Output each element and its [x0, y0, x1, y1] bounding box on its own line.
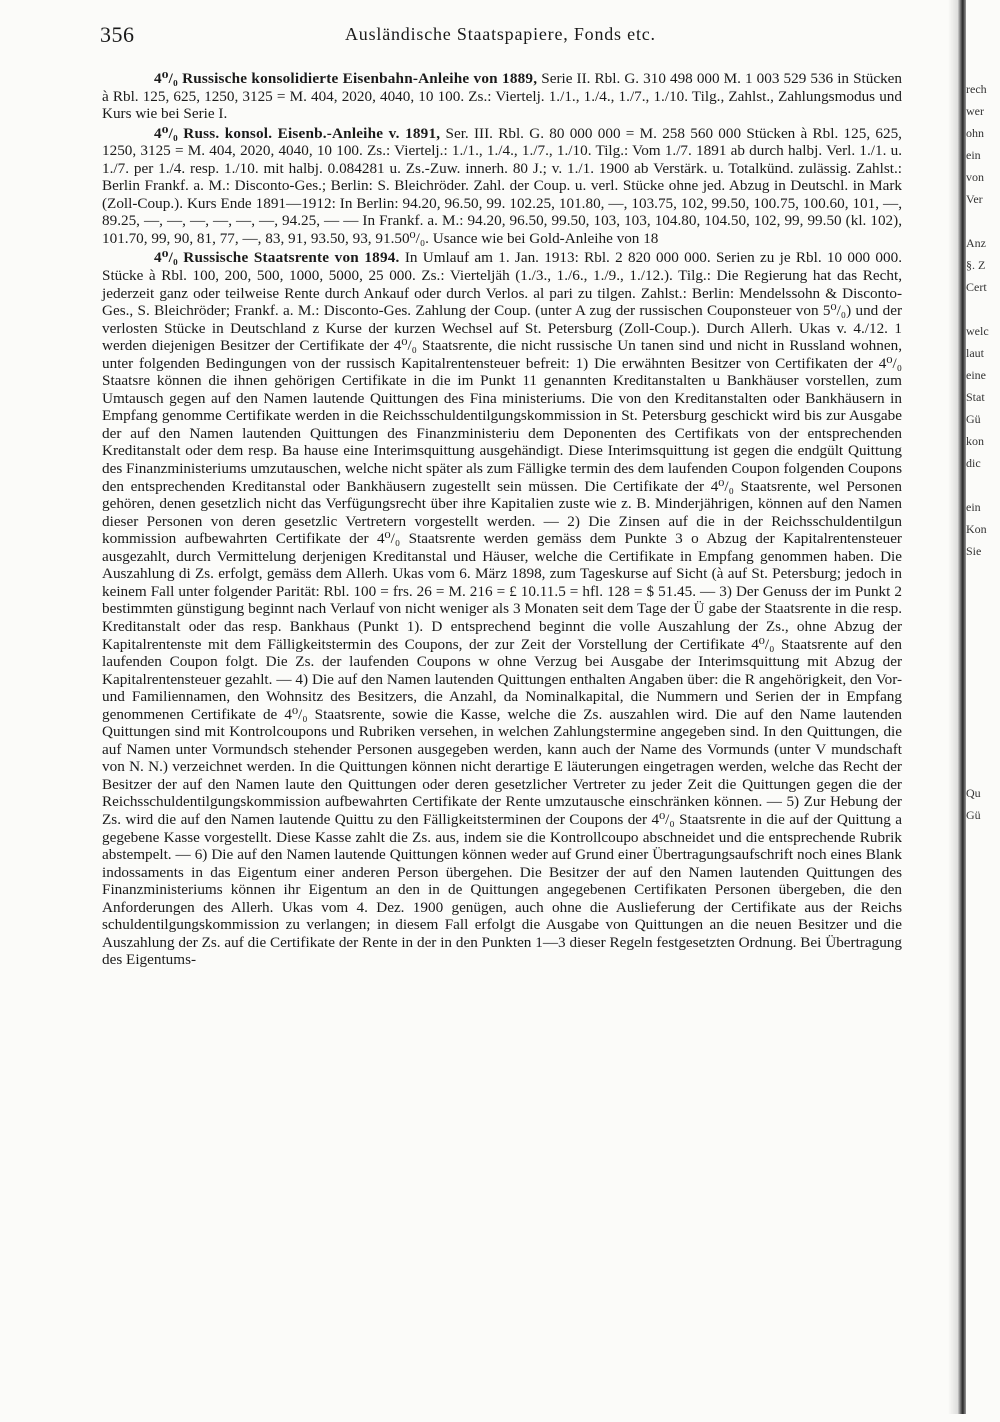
edge-fragment: Anz [966, 236, 986, 250]
page-header [100, 22, 900, 52]
text-column [102, 70, 902, 971]
edge-fragment: kon [966, 434, 984, 448]
edge-fragment: Kon [966, 522, 987, 536]
edge-fragment [966, 674, 1000, 696]
edge-fragment [966, 960, 1000, 982]
edge-fragment: Stat [966, 390, 985, 404]
edge-fragment [966, 828, 1000, 850]
edge-fragment [966, 300, 1000, 322]
edge-fragment: laut [966, 346, 984, 360]
edge-fragment: rech [966, 82, 987, 96]
edge-fragment: Ver [966, 192, 983, 206]
edge-fragment: Qu [966, 786, 981, 800]
edge-fragment [966, 916, 1000, 938]
edge-fragment [966, 1246, 1000, 1268]
edge-fragment [966, 762, 1000, 784]
edge-fragment [966, 894, 1000, 916]
edge-fragment [966, 1378, 1000, 1400]
edge-fragment: Gü [966, 412, 981, 426]
edge-fragment [966, 1356, 1000, 1378]
edge-fragment [966, 1004, 1000, 1026]
entry-eisenbahn-1891 [102, 125, 902, 248]
edge-fragment [966, 1070, 1000, 1092]
edge-fragment: welc [966, 324, 989, 338]
edge-fragment: dic [966, 456, 981, 470]
edge-fragment [966, 1158, 1000, 1180]
edge-fragment [966, 564, 1000, 586]
edge-fragment [966, 1202, 1000, 1224]
entry-title: 4⁰/₀ Russische konsolidierte Eisenbahn-Anleihe von 1889, [154, 70, 538, 87]
edge-fragment [966, 586, 1000, 608]
edge-fragment [966, 982, 1000, 1004]
edge-fragment [966, 1048, 1000, 1070]
binding-gutter-edge [948, 0, 958, 1414]
edge-fragment [966, 1092, 1000, 1114]
edge-fragment [966, 1224, 1000, 1246]
edge-fragment [966, 1136, 1000, 1158]
edge-fragment: Gü [966, 808, 981, 822]
entry-title: 4⁰/₀ Russische Staatsrente von 1894. [154, 249, 400, 267]
edge-fragment [966, 1290, 1000, 1312]
edge-fragment [966, 1268, 1000, 1290]
edge-fragment [966, 608, 1000, 630]
binding-gutter-shadow [958, 0, 966, 1414]
edge-fragment [966, 718, 1000, 740]
edge-fragment [966, 212, 1000, 234]
edge-fragment [966, 740, 1000, 762]
edge-fragment: von [966, 170, 984, 184]
entry-title: 4⁰/₀ Russ. konsol. Eisenb.-Anleihe v. 1891, [154, 124, 441, 142]
edge-fragment [966, 630, 1000, 652]
edge-fragment: ein [966, 500, 981, 514]
entry-eisenbahn-1889 [102, 70, 902, 123]
edge-fragment: eine [966, 368, 986, 382]
edge-fragment [966, 1312, 1000, 1334]
edge-fragment [966, 1400, 1000, 1422]
edge-fragment [966, 652, 1000, 674]
page-number: 356 [100, 22, 135, 47]
edge-fragment: ohn [966, 126, 984, 140]
entry-staatsrente-1894 [102, 249, 902, 968]
edge-fragment: wer [966, 104, 984, 118]
running-head: Ausländische Staatspapiere, Fonds etc. [345, 24, 656, 44]
edge-fragment [966, 1114, 1000, 1136]
edge-fragment [966, 696, 1000, 718]
entry-body: Ser. III. Rbl. G. 80 000 000 = M. 258 560 000 Stücken à Rbl. 125, 625, 1250, 3125 = M. 404, 2020, 4040, 10 100. Zs.: Viertelj.: 1./1., 1./4., 1./7., 1./10. Tilg.: Vom 1./7. 1891 ab durch halbj. Verl. 1./1. u. 1./7. per 1./4. resp. 1./10. mit halbj. 0.084281 u. Zs.-Zuw. innerh. 80 J.; v. 1./1. 1900 ab Verstärk. u. Totalkünd. zulässig. Zahlst.: Berlin Frankf. a. M.: Disconto-Ges.; Berlin: S. Bleichröder. Zahl. der Coup. u. verl. Stücke ohne jed. Abzug in Deutschl. in Mark (Zoll-Coup.). Kurs Ende 1891—1912: In Berlin: 94.20, 96.50, 99. 102.25, 101.80, —, 103.75, 102, 99.50, 100.75, 100.60, 101, —, 89.25, —, —, —, —, —, —, 94.25, — — In Frankf. a. M.: 94.20, 96.50, 99.50, 103, 103, 104.80, 104.50, 102, 99, 99.50 (kl. 102), 101.70, 99, 90, 81, 77, —, 83, 91, 93.50, 93, 91.50⁰/₀. Usance wie bei Gold-Anleihe von 18 [102, 124, 902, 247]
edge-fragment [966, 872, 1000, 894]
edge-fragment [966, 850, 1000, 872]
edge-fragment [966, 1334, 1000, 1356]
edge-fragment [966, 476, 1000, 498]
entry-body: In Umlauf am 1. Jan. 1913: Rbl. 2 820 000 000. Serien zu je Rbl. 10 000 000. Stücke à Rbl. 100, 200, 500, 1000, 5000, 25 000. Zs.: Vierteljäh (1./3., 1./6., 1./9., 1./12.). Tilg.: Die Regierung hat das Recht, jederzeit ganz oder teilweise Rente durch Ankauf oder durch Verlos. al pari zu tilgen. Zahlst.: Berlin: Mendelssohn & Disconto-Ges., S. Bleichröder; Frankf. a. M.: Disconto-Ges. Zahlung der Coup. (unter A zug der russischen Couponsteuer von 5⁰/₀) und der verlosten Stücke in Deutschland z Kurse der kurzen Wechsel auf St. Petersburg (Zoll-Coup.). Durch Allerh. Ukas v. 4./12. 1 werden diejenigen Besitzer der Certifikate der 4⁰/₀ Staatsrente, die nicht russische Un tanen sind und nicht in Russland wohnen, unter folgenden Bedingungen von der russisch Kapitalrentensteuer befreit: 1) Die erwähnten Besitzer von Certifikaten der 4⁰/₀ Staatsre können die ihnen gehörigen Certifikate in die im Punkt 11 genannten Kreditanstalten u Bankhäuser vorstellen, zum Umtausch gegen auf den Namen lautende Quittungen des Fina ministeriums. Die von den Kreditanstalten oder Bankhäusern in Empfang genomme Certifikate werden in die Reichsschuldentilgungskommission in St. Petersburg geschickt wird bis zur Ausgabe der auf den Namen lautenden Quittungen des Finanzministeriu dem Deponenten des Certifikats von der entsprechenden Kreditanstalt oder dem resp. Ba hause eine Interimsquittung ausgehändigt. Diese Interimsquittung ist gegen die endgült Quittung des Finanzministeriums umzutauschen, welche nicht später als zum Fälligke termin des dem laufenden Coupon folgenden Coupons den entsprechenden Kreditanstal oder Bankhäusern zugestellt sein müssen. Die Certifikate der 4⁰/₀ Staatsrente, wel Personen gehören, denen gesetzlich nicht das Verfügungsrecht über ihre Kapitalien zuste wie z. B. Minderjährigen, können auf den Namen dieser Personen von deren gesetzlic Vertretern vorgestellt werden. — 2) Die Zinsen auf die in der Reichsschuldentilgun kommission aufbewahrten Certifikate der 4⁰/₀ Staatsrente werden gemäss dem Punkte 3 o Abzug der Kapitalrentensteuer ausgezahlt, durch Vermittelung derjenigen Kreditanstal und Häuser, welche die Certifikate in Empfang genommen haben. Die Auszahlung di Zs. erfolgt, gemäss dem Allerh. Ukas vom 6. März 1898, zum Tageskurse auf Sicht (à auf St. Petersburg; jedoch in keinem Fall unter folgender Parität: Rbl. 100 = frs. 26 = M. 216 = £ 10.11.5 = hfl. 128 = $ 51.45. — 3) Der Genuss der im Punkt 2 bestimmten günstigung beginnt nach Verlauf von nicht weniger als 3 Monaten seit dem Tage der Ü gabe der Staatsrente in die resp. Kreditanstalt oder das resp. Bankhaus (Punkt 1). D entsprechend beginnt die volle Auszahlung der Zs., ohne Abzug der Kapitalrentenste mit dem Fälligkeitstermin des Coupons, der zur Zeit der Vorstellung der Certifikate 4⁰/₀ Staatsrente auf den laufenden Coupon folgt. Die Zs. der laufenden Coupons w ohne Verzug bei Ausgabe der Interimsquittung mit Abzug der Kapitalrentensteuer gezahlt. — 4) Die auf den Namen lautenden Quittungen enthalten Angaben über: die R angehörigkeit, den Vor- und Familiennamen, den Wohnsitz des Besitzers, die Anzahl, da Nominalkapital, die Nummern und Serien der in Empfang genommenen Certifikate de 4⁰/₀ Staatsrente, sowie die Kasse, welche die Zs. auszahlen wird. Die auf den Name lautenden Quittungen sind mit Kontrolcoupons und Rubriken versehen, in welchen Zahlungstermine angegeben sind. In den Quittungen, die auf Namen unter Vormundsch stehender Personen ausgegeben werden, kann auch der Name des Vormunds (unter V mundschaft von N. N.) verzeichnet werden. In die Quittungen können nicht derartige E läuterungen eingetragen werden, welche das Recht der Besitzer der auf den Namen laute den Quittungen oder deren gesetzlicher Vertreter zu jeder Zeit die Quittungen gegen die der Reichsschuldentilgungskommission aufbewahrten Certifikate der Rente umzutausche einschränken können. — 5) Zur Hebung der Zs. wird die auf den Namen lautende Quittu zu den Fälligkeitsterminen der Coupons der 4⁰/₀ Staatsrente in die auf der Quittung a gegebene Kasse vorgestellt. Diese Kasse zahlt die Zs. aus, indem sie die Kontrollcoupo abschneidet und die entsprechende Rubrik abstempelt. — 6) Die auf den Namen lautende Quittungen können weder auf Grund einer Übertragungsaufschrift noch eines Blank indossaments in das Eigentum einer anderen Person übergehen. Die Besitzer der auf den Namen lautenden Quittungen des Finanzministeriums können ihr Eigentum an den in de Quittungen angegebenen Certifikaten Personen übergeben, die den Anforderungen des Allerh. Ukas vom 4. Dez. 1900 genügen, auch ohne die Auslieferung der Certifikate aus der Reichs schuldentilgungskommission zu verlangen; in diesem Fall erfolgt die Ausgabe von Quittungen an die neuen Besitzer und die Auszahlung der Zs. auf die Certifikate der Rente in der in den Punkten 1—3 dieser Regeln festgesetzten Ordnung. Bei Übertragung des Eigentums- [102, 249, 903, 969]
edge-fragment: Sie [966, 544, 982, 558]
edge-fragment: §. Z [966, 258, 986, 272]
edge-fragment [966, 938, 1000, 960]
edge-fragment: ein [966, 148, 981, 162]
facing-page-edge [966, 80, 1000, 1422]
edge-fragment [966, 1026, 1000, 1048]
edge-fragment: Cert [966, 280, 987, 294]
edge-fragment [966, 1180, 1000, 1202]
entry-body: Serie II. Rbl. G. 310 498 000 M. 1 003 529 536 in Stücken à Rbl. 125, 625, 1250, 3125 = M. 404, 2020, 4040, 10 100. Zs.: Viertelj. 1./1., 1./4., 1./7., 1./10. Tilg., Zahlst., Zahlungsmodus und Kurs wie bei Serie I. [102, 70, 902, 123]
